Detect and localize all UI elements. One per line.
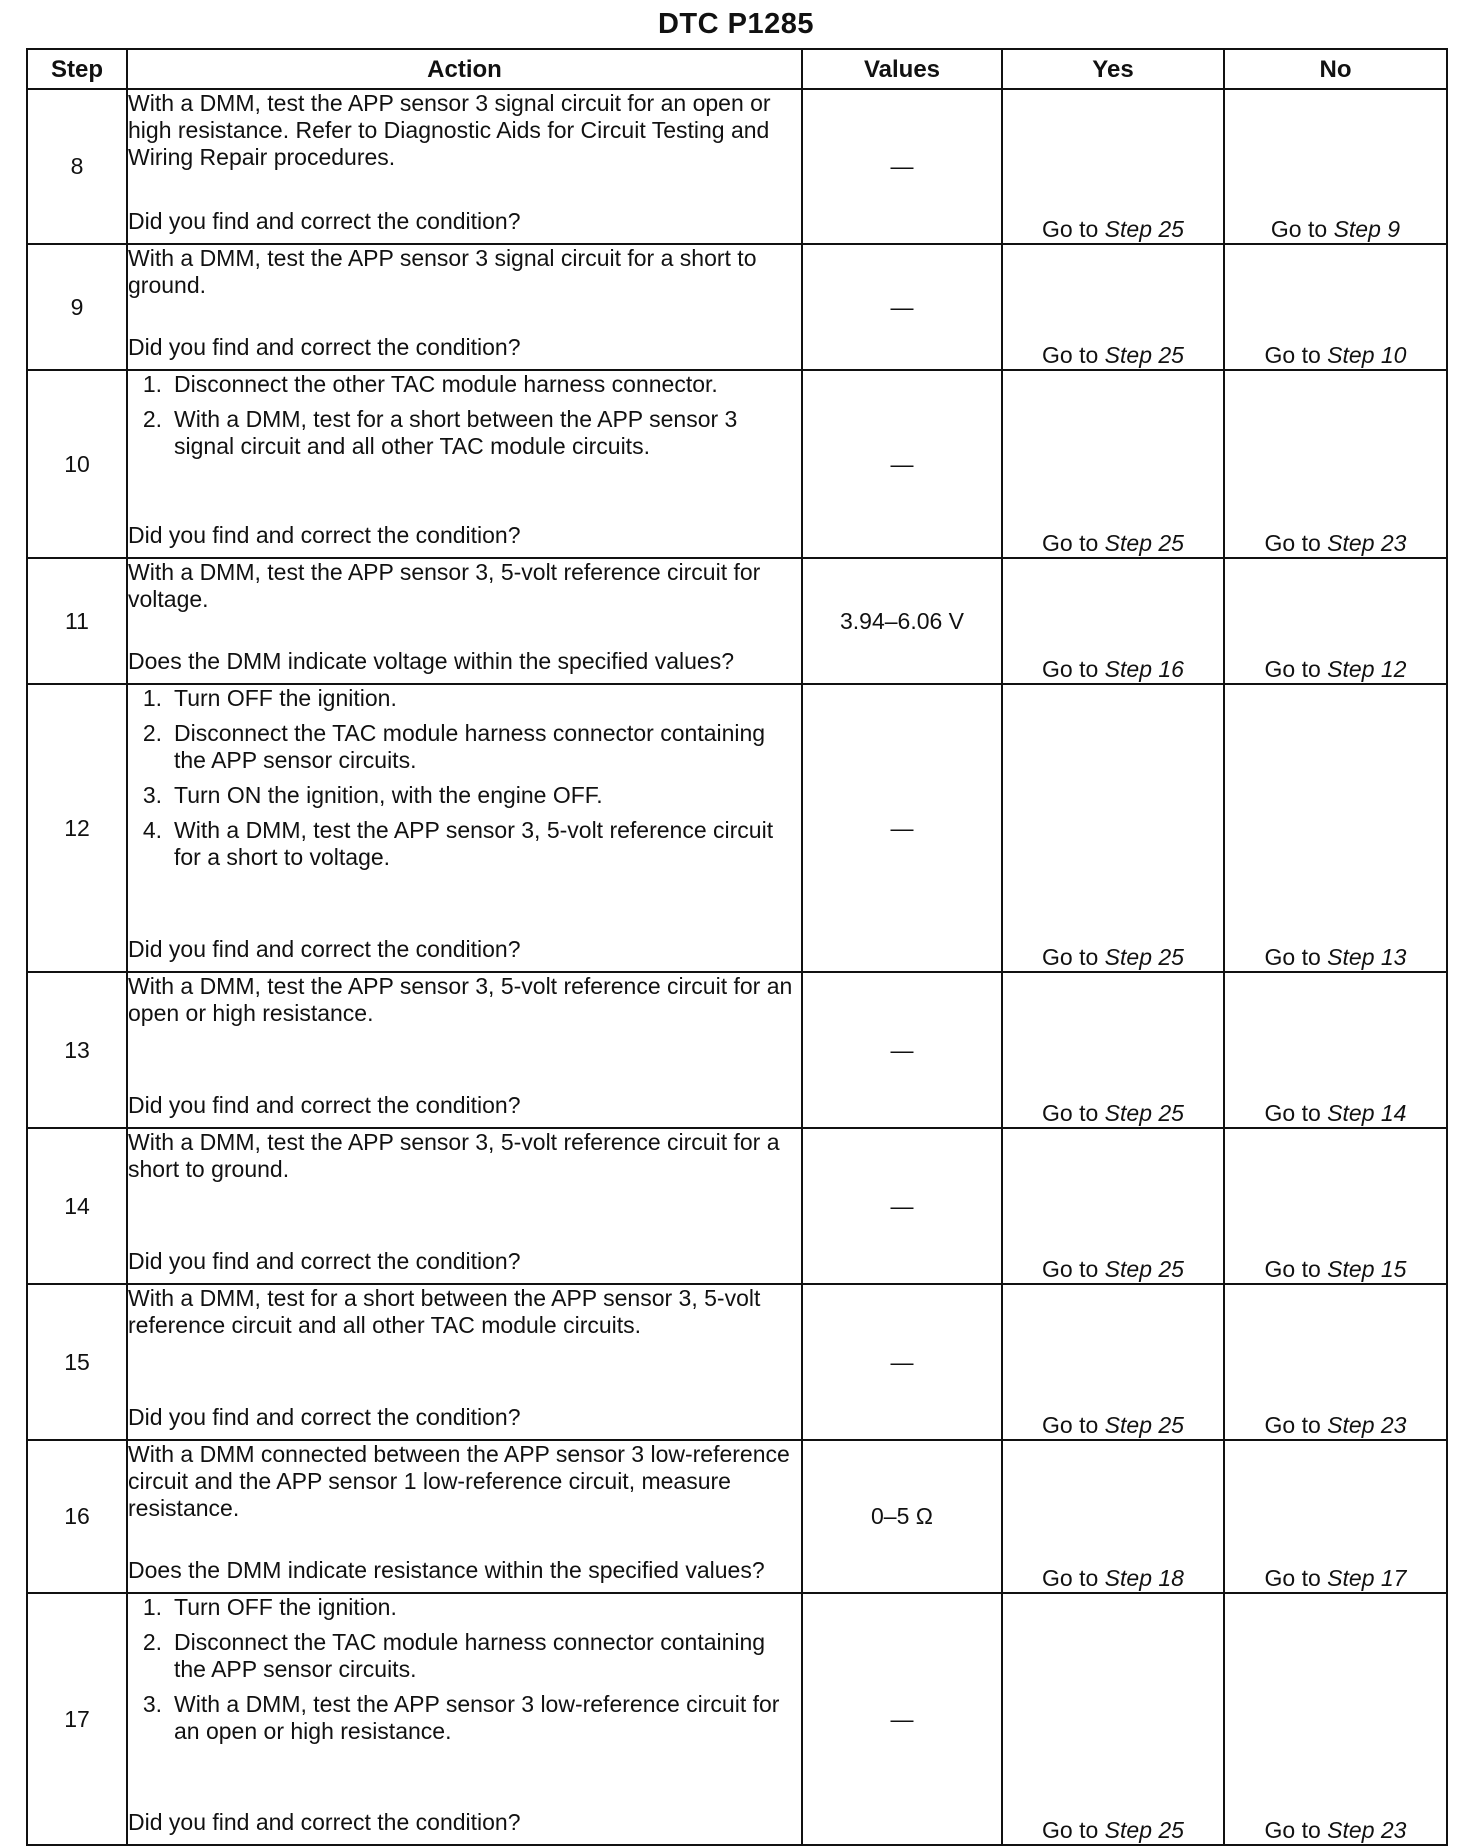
table-row bbox=[27, 1440, 1447, 1593]
go-to-step-link[interactable]: Step 25 bbox=[1104, 944, 1184, 970]
action-cell bbox=[127, 684, 802, 972]
procedure-step-text: Disconnect the other TAC module harness connector. bbox=[174, 371, 718, 397]
yes-branch bbox=[1002, 244, 1224, 370]
step-number: 13 bbox=[27, 972, 127, 1128]
go-to-label: Go to bbox=[1264, 1100, 1321, 1126]
action-instruction: With a DMM, test for a short between the APP sensor 3, 5-volt reference circuit and all other TAC module circuits. bbox=[128, 1285, 761, 1338]
yes-branch bbox=[1002, 89, 1224, 244]
spec-value: — bbox=[802, 89, 1002, 244]
procedure-list bbox=[128, 685, 801, 871]
step-number: 9 bbox=[27, 244, 127, 370]
no-branch bbox=[1224, 684, 1447, 972]
go-to-step-link[interactable]: Step 14 bbox=[1327, 1100, 1407, 1126]
go-to-label: Go to bbox=[1042, 944, 1099, 970]
go-to-step-link[interactable]: Step 12 bbox=[1327, 656, 1407, 682]
go-to-label: Go to bbox=[1042, 1565, 1099, 1591]
go-to-step-link[interactable]: Step 23 bbox=[1327, 530, 1407, 556]
procedure-list bbox=[128, 371, 801, 460]
column-header-yes: Yes bbox=[1002, 49, 1224, 89]
go-to-step-link[interactable]: Step 25 bbox=[1104, 342, 1184, 368]
spec-value: — bbox=[802, 370, 1002, 558]
go-to-label: Go to bbox=[1264, 1565, 1321, 1591]
procedure-step-number: 1. bbox=[142, 1594, 162, 1620]
spec-value: — bbox=[802, 1284, 1002, 1440]
table-row bbox=[27, 1284, 1447, 1440]
go-to-step-link[interactable]: Step 15 bbox=[1327, 1256, 1407, 1282]
no-branch bbox=[1224, 1128, 1447, 1284]
table-row bbox=[27, 1128, 1447, 1284]
go-to-label: Go to bbox=[1042, 530, 1099, 556]
action-cell bbox=[127, 244, 802, 370]
action-cell bbox=[127, 89, 802, 244]
spec-value: — bbox=[802, 684, 1002, 972]
go-to-step-link[interactable]: Step 17 bbox=[1327, 1565, 1407, 1591]
spec-value: 0–5 Ω bbox=[802, 1440, 1002, 1593]
procedure-step bbox=[128, 371, 801, 398]
go-to-step-link[interactable]: Step 16 bbox=[1104, 656, 1184, 682]
go-to-label: Go to bbox=[1042, 1256, 1099, 1282]
go-to-label: Go to bbox=[1264, 1817, 1321, 1843]
procedure-step bbox=[128, 1691, 801, 1745]
action-cell bbox=[127, 1593, 802, 1845]
go-to-label: Go to bbox=[1264, 530, 1321, 556]
table-row bbox=[27, 558, 1447, 684]
table-row bbox=[27, 89, 1447, 244]
go-to-label: Go to bbox=[1270, 216, 1328, 242]
table-row bbox=[27, 972, 1447, 1128]
go-to-step-link[interactable]: Step 25 bbox=[1104, 216, 1184, 242]
action-question: Did you find and correct the condition? bbox=[128, 522, 521, 548]
no-branch bbox=[1224, 558, 1447, 684]
action-cell bbox=[127, 1128, 802, 1284]
action-question: Did you find and correct the condition? bbox=[128, 208, 521, 234]
go-to-step-link[interactable]: Step 23 bbox=[1327, 1817, 1407, 1843]
go-to-label: Go to bbox=[1042, 1100, 1099, 1126]
action-question: Did you find and correct the condition? bbox=[128, 334, 521, 360]
yes-branch bbox=[1002, 1128, 1224, 1284]
yes-branch bbox=[1002, 1440, 1224, 1593]
step-number: 8 bbox=[27, 89, 127, 244]
go-to-label: Go to bbox=[1264, 342, 1321, 368]
procedure-step-number: 3. bbox=[142, 1691, 162, 1717]
action-cell bbox=[127, 1284, 802, 1440]
procedure-step-text: Disconnect the TAC module harness connector containing the APP sensor circuits. bbox=[174, 1629, 766, 1682]
yes-branch bbox=[1002, 972, 1224, 1128]
go-to-step-link[interactable]: Step 10 bbox=[1327, 342, 1407, 368]
go-to-label: Go to bbox=[1042, 1817, 1099, 1843]
yes-branch bbox=[1002, 558, 1224, 684]
go-to-label: Go to bbox=[1042, 216, 1099, 242]
table-header-row bbox=[27, 49, 1447, 89]
no-branch bbox=[1224, 1440, 1447, 1593]
go-to-label: Go to bbox=[1042, 1412, 1099, 1438]
step-number: 17 bbox=[27, 1593, 127, 1845]
procedure-step-number: 2. bbox=[142, 406, 162, 432]
action-question: Did you find and correct the condition? bbox=[128, 1809, 521, 1835]
procedure-step bbox=[128, 817, 801, 871]
procedure-step-number: 1. bbox=[142, 685, 162, 711]
procedure-step-number: 3. bbox=[142, 782, 162, 808]
table-row bbox=[27, 684, 1447, 972]
action-instruction: With a DMM, test the APP sensor 3 signal circuit for an open or high resistance. Refer to Diagnostic Aids for Circuit Testing and Wiring Repair procedures. bbox=[128, 90, 771, 170]
go-to-label: Go to bbox=[1042, 656, 1099, 682]
yes-branch bbox=[1002, 1593, 1224, 1845]
go-to-step-link[interactable]: Step 13 bbox=[1327, 944, 1407, 970]
column-header-no: No bbox=[1224, 49, 1447, 89]
procedure-step-text: Turn OFF the ignition. bbox=[174, 685, 397, 711]
action-cell bbox=[127, 972, 802, 1128]
go-to-label: Go to bbox=[1042, 342, 1099, 368]
action-cell bbox=[127, 370, 802, 558]
go-to-step-link[interactable]: Step 25 bbox=[1104, 1256, 1184, 1282]
go-to-label: Go to bbox=[1264, 944, 1321, 970]
no-branch bbox=[1224, 1284, 1447, 1440]
action-question: Did you find and correct the condition? bbox=[128, 1404, 521, 1430]
procedure-step-text: With a DMM, test for a short between the APP sensor 3 signal circuit and all other TAC module circuits. bbox=[174, 406, 738, 459]
procedure-step bbox=[128, 782, 801, 809]
step-number: 10 bbox=[27, 370, 127, 558]
no-branch bbox=[1224, 972, 1447, 1128]
go-to-step-link[interactable]: Step 18 bbox=[1104, 1565, 1184, 1591]
step-number: 16 bbox=[27, 1440, 127, 1593]
procedure-step bbox=[128, 406, 801, 460]
no-branch bbox=[1224, 244, 1447, 370]
go-to-label: Go to bbox=[1264, 1412, 1321, 1438]
yes-branch bbox=[1002, 1284, 1224, 1440]
go-to-step-link[interactable]: Step 9 bbox=[1333, 216, 1401, 242]
no-branch bbox=[1224, 370, 1447, 558]
procedure-step-number: 1. bbox=[142, 371, 162, 397]
procedure-step bbox=[128, 1629, 801, 1683]
column-header-action: Action bbox=[127, 49, 802, 89]
action-question: Did you find and correct the condition? bbox=[128, 1248, 521, 1274]
yes-branch bbox=[1002, 370, 1224, 558]
spec-value: — bbox=[802, 244, 1002, 370]
procedure-step-text: Turn ON the ignition, with the engine OFF. bbox=[174, 782, 603, 808]
diagnostic-table bbox=[26, 48, 1448, 1846]
procedure-step-number: 2. bbox=[142, 720, 162, 746]
column-header-values: Values bbox=[802, 49, 1002, 89]
page-title: DTC P1285 bbox=[657, 8, 814, 40]
procedure-step bbox=[128, 685, 801, 712]
go-to-step-link[interactable]: Step 25 bbox=[1104, 1817, 1184, 1843]
action-question: Does the DMM indicate resistance within the specified values? bbox=[128, 1557, 765, 1583]
step-number: 11 bbox=[27, 558, 127, 684]
action-cell bbox=[127, 1440, 802, 1593]
procedure-step-text: Disconnect the TAC module harness connector containing the APP sensor circuits. bbox=[174, 720, 766, 773]
action-instruction: With a DMM, test the APP sensor 3 signal circuit for a short to ground. bbox=[128, 245, 757, 298]
spec-value: — bbox=[802, 972, 1002, 1128]
procedure-step bbox=[128, 720, 801, 774]
spec-value: — bbox=[802, 1593, 1002, 1845]
action-instruction: With a DMM, test the APP sensor 3, 5-volt reference circuit for an open or high resistance. bbox=[128, 973, 793, 1026]
step-number: 15 bbox=[27, 1284, 127, 1440]
procedure-step-text: With a DMM, test the APP sensor 3, 5-volt reference circuit for a short to voltage. bbox=[174, 817, 774, 870]
procedure-step-text: With a DMM, test the APP sensor 3 low-reference circuit for an open or high resistance. bbox=[174, 1691, 780, 1744]
go-to-label: Go to bbox=[1264, 656, 1321, 682]
action-instruction: With a DMM, test the APP sensor 3, 5-volt reference circuit for voltage. bbox=[128, 559, 761, 612]
table-row bbox=[27, 1593, 1447, 1845]
column-header-step: Step bbox=[27, 49, 127, 89]
go-to-step-link[interactable]: Step 25 bbox=[1104, 530, 1184, 556]
procedure-step-number: 2. bbox=[142, 1629, 162, 1655]
action-instruction: With a DMM connected between the APP sensor 3 low-reference circuit and the APP sensor 1 low-reference circuit, measure resistance. bbox=[128, 1441, 790, 1521]
procedure-list bbox=[128, 1594, 801, 1745]
action-cell bbox=[127, 558, 802, 684]
go-to-step-link[interactable]: Step 23 bbox=[1327, 1412, 1407, 1438]
table-body bbox=[27, 89, 1447, 1845]
procedure-step-text: Turn OFF the ignition. bbox=[174, 1594, 397, 1620]
no-branch bbox=[1224, 1593, 1447, 1845]
action-question: Did you find and correct the condition? bbox=[128, 936, 521, 962]
action-instruction: With a DMM, test the APP sensor 3, 5-volt reference circuit for a short to ground. bbox=[128, 1129, 780, 1182]
go-to-step-link[interactable]: Step 25 bbox=[1104, 1100, 1184, 1126]
procedure-step bbox=[128, 1594, 801, 1621]
table-row bbox=[27, 370, 1447, 558]
step-number: 12 bbox=[27, 684, 127, 972]
table-row bbox=[27, 244, 1447, 370]
spec-value: — bbox=[802, 1128, 1002, 1284]
procedure-step-number: 4. bbox=[142, 817, 162, 843]
action-question: Does the DMM indicate voltage within the specified values? bbox=[128, 648, 734, 674]
step-number: 14 bbox=[27, 1128, 127, 1284]
yes-branch bbox=[1002, 684, 1224, 972]
action-question: Did you find and correct the condition? bbox=[128, 1092, 521, 1118]
go-to-step-link[interactable]: Step 25 bbox=[1104, 1412, 1184, 1438]
go-to-label: Go to bbox=[1264, 1256, 1321, 1282]
spec-value: 3.94–6.06 V bbox=[802, 558, 1002, 684]
no-branch bbox=[1224, 89, 1447, 244]
